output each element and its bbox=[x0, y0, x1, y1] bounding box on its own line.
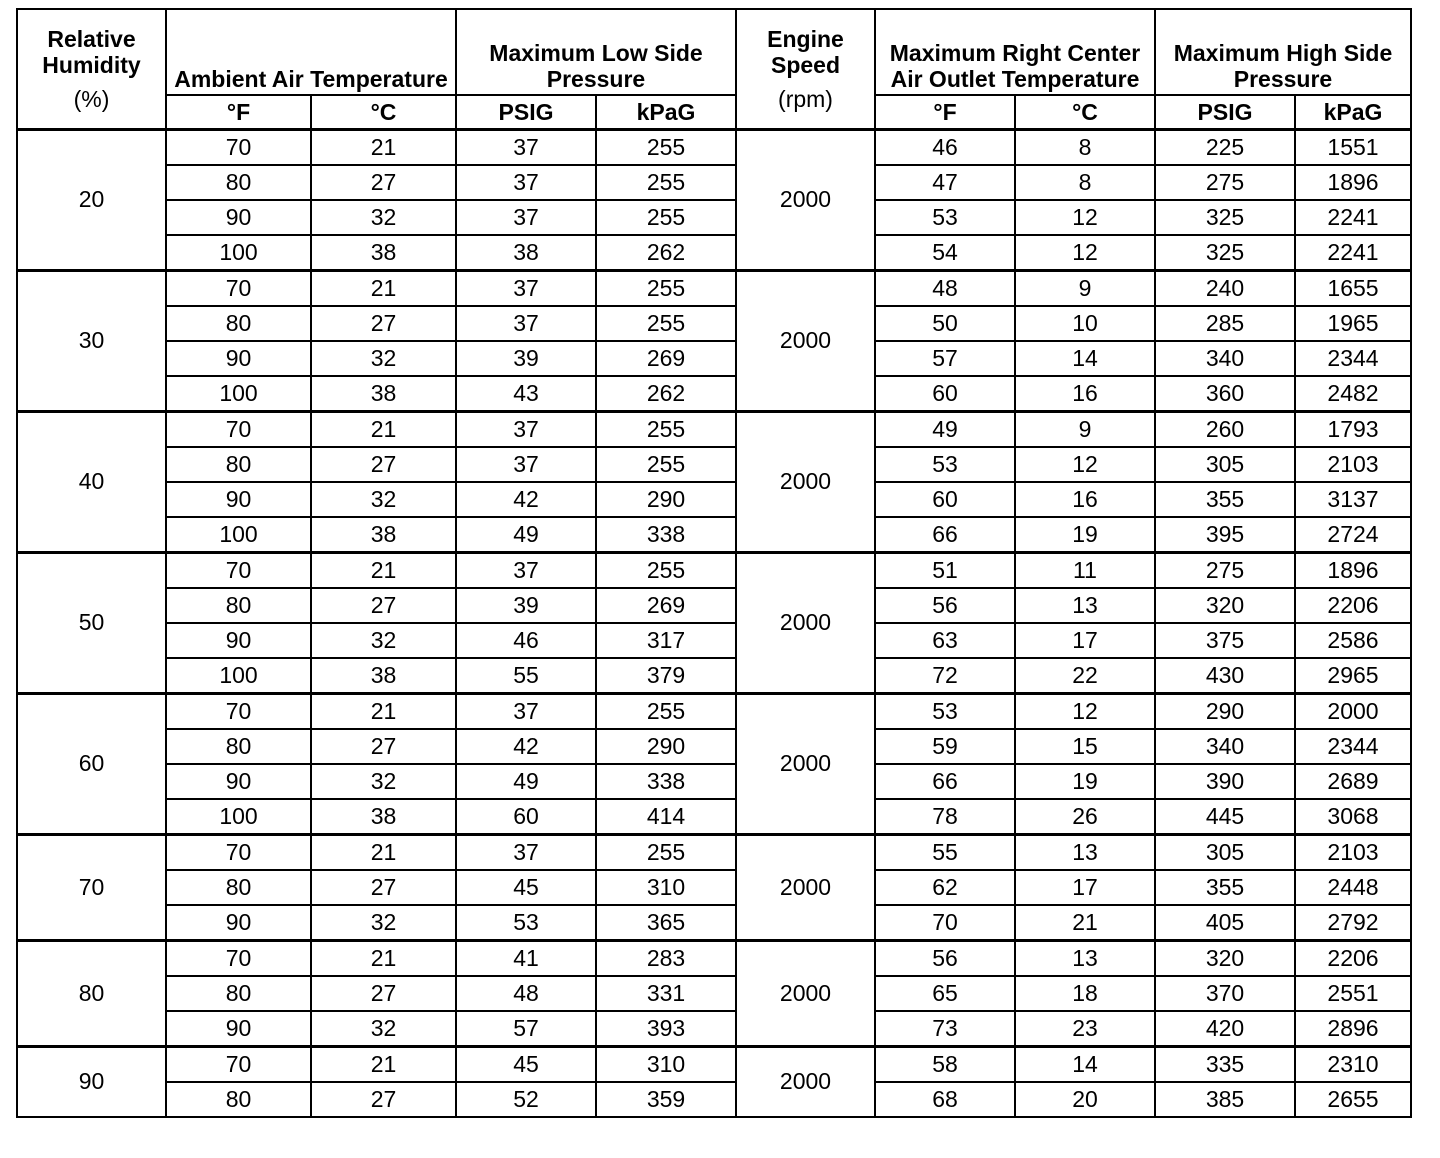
ambient-c-cell: 27 bbox=[311, 588, 456, 623]
ambient-c-cell: 21 bbox=[311, 270, 456, 306]
low-kpag-cell: 255 bbox=[596, 270, 736, 306]
ambient-f-cell: 80 bbox=[166, 165, 311, 200]
outlet-f-cell: 68 bbox=[875, 1082, 1015, 1117]
outlet-f-cell: 59 bbox=[875, 729, 1015, 764]
relative-humidity-cell: 80 bbox=[17, 940, 166, 1046]
engine-speed-cell: 2000 bbox=[736, 411, 875, 552]
high-kpag-cell: 2206 bbox=[1295, 940, 1411, 976]
low-kpag-cell: 255 bbox=[596, 165, 736, 200]
low-kpag-cell: 255 bbox=[596, 447, 736, 482]
outlet-f-cell: 63 bbox=[875, 623, 1015, 658]
high-psig-cell: 340 bbox=[1155, 341, 1295, 376]
low-psig-cell: 37 bbox=[456, 200, 596, 235]
outlet-c-cell: 22 bbox=[1015, 658, 1155, 694]
outlet-c-cell: 10 bbox=[1015, 306, 1155, 341]
table-row bbox=[17, 693, 1411, 729]
relative-humidity-cell: 50 bbox=[17, 552, 166, 693]
low-psig-cell: 37 bbox=[456, 834, 596, 870]
outlet-f-cell: 56 bbox=[875, 588, 1015, 623]
high-psig-cell: 360 bbox=[1155, 376, 1295, 412]
table-row bbox=[17, 376, 1411, 412]
ambient-f-cell: 90 bbox=[166, 905, 311, 941]
table-row bbox=[17, 411, 1411, 447]
engine-speed-header bbox=[736, 9, 875, 129]
table-row bbox=[17, 940, 1411, 976]
outlet-f-header: °F bbox=[875, 95, 1015, 129]
table-row bbox=[17, 1011, 1411, 1047]
header-row-units bbox=[17, 95, 1411, 129]
low-psig-cell: 49 bbox=[456, 517, 596, 553]
high-kpag-header: kPaG bbox=[1295, 95, 1411, 129]
outlet-c-header: °C bbox=[1015, 95, 1155, 129]
ambient-c-header: °C bbox=[311, 95, 456, 129]
outlet-c-cell: 9 bbox=[1015, 270, 1155, 306]
low-psig-cell: 39 bbox=[456, 341, 596, 376]
outlet-c-cell: 19 bbox=[1015, 764, 1155, 799]
engine-speed-cell: 2000 bbox=[736, 129, 875, 270]
ambient-f-cell: 80 bbox=[166, 306, 311, 341]
high-psig-cell: 405 bbox=[1155, 905, 1295, 941]
low-psig-cell: 57 bbox=[456, 1011, 596, 1047]
high-psig-cell: 320 bbox=[1155, 940, 1295, 976]
table-row bbox=[17, 658, 1411, 694]
low-kpag-cell: 269 bbox=[596, 588, 736, 623]
high-psig-cell: 325 bbox=[1155, 235, 1295, 271]
outlet-f-cell: 65 bbox=[875, 976, 1015, 1011]
outlet-f-cell: 47 bbox=[875, 165, 1015, 200]
ambient-c-cell: 32 bbox=[311, 623, 456, 658]
high-kpag-cell: 2655 bbox=[1295, 1082, 1411, 1117]
engine-speed-cell: 2000 bbox=[736, 940, 875, 1046]
outlet-c-cell: 23 bbox=[1015, 1011, 1155, 1047]
ambient-c-cell: 27 bbox=[311, 1082, 456, 1117]
ambient-f-cell: 90 bbox=[166, 764, 311, 799]
high-psig-cell: 420 bbox=[1155, 1011, 1295, 1047]
low-kpag-cell: 255 bbox=[596, 834, 736, 870]
ambient-c-cell: 21 bbox=[311, 129, 456, 165]
low-psig-cell: 55 bbox=[456, 658, 596, 694]
low-kpag-cell: 310 bbox=[596, 870, 736, 905]
ambient-c-cell: 27 bbox=[311, 306, 456, 341]
ambient-f-cell: 70 bbox=[166, 552, 311, 588]
outlet-f-cell: 56 bbox=[875, 940, 1015, 976]
high-psig-cell: 375 bbox=[1155, 623, 1295, 658]
ambient-c-cell: 21 bbox=[311, 1046, 456, 1082]
high-psig-cell: 430 bbox=[1155, 658, 1295, 694]
low-psig-cell: 37 bbox=[456, 447, 596, 482]
outlet-f-cell: 54 bbox=[875, 235, 1015, 271]
table-header bbox=[17, 9, 1411, 129]
high-psig-cell: 290 bbox=[1155, 693, 1295, 729]
ambient-f-cell: 80 bbox=[166, 870, 311, 905]
high-psig-cell: 395 bbox=[1155, 517, 1295, 553]
high-psig-cell: 355 bbox=[1155, 870, 1295, 905]
low-psig-cell: 42 bbox=[456, 482, 596, 517]
ambient-f-header: °F bbox=[166, 95, 311, 129]
outlet-f-cell: 48 bbox=[875, 270, 1015, 306]
high-kpag-cell: 2724 bbox=[1295, 517, 1411, 553]
outlet-c-cell: 14 bbox=[1015, 1046, 1155, 1082]
high-psig-cell: 390 bbox=[1155, 764, 1295, 799]
ambient-f-cell: 70 bbox=[166, 693, 311, 729]
table-row bbox=[17, 905, 1411, 941]
low-kpag-cell: 414 bbox=[596, 799, 736, 835]
low-kpag-cell: 262 bbox=[596, 376, 736, 412]
relative-humidity-unit: (%) bbox=[73, 86, 110, 112]
high-psig-cell: 445 bbox=[1155, 799, 1295, 835]
ambient-f-cell: 70 bbox=[166, 940, 311, 976]
engine-speed-cell: 2000 bbox=[736, 834, 875, 940]
low-kpag-cell: 338 bbox=[596, 517, 736, 553]
outlet-f-cell: 78 bbox=[875, 799, 1015, 835]
table-row bbox=[17, 729, 1411, 764]
outlet-c-cell: 8 bbox=[1015, 129, 1155, 165]
ambient-f-cell: 70 bbox=[166, 270, 311, 306]
ambient-f-cell: 70 bbox=[166, 834, 311, 870]
high-kpag-cell: 2103 bbox=[1295, 447, 1411, 482]
low-psig-cell: 37 bbox=[456, 306, 596, 341]
outlet-c-cell: 13 bbox=[1015, 834, 1155, 870]
engine-speed-cell: 2000 bbox=[736, 693, 875, 834]
high-kpag-cell: 2206 bbox=[1295, 588, 1411, 623]
relative-humidity-label: Relative Humidity bbox=[42, 26, 141, 78]
relative-humidity-cell: 30 bbox=[17, 270, 166, 411]
outlet-c-cell: 13 bbox=[1015, 940, 1155, 976]
ambient-c-cell: 21 bbox=[311, 552, 456, 588]
high-psig-cell: 335 bbox=[1155, 1046, 1295, 1082]
ambient-f-cell: 80 bbox=[166, 976, 311, 1011]
high-kpag-cell: 2896 bbox=[1295, 1011, 1411, 1047]
high-psig-cell: 260 bbox=[1155, 411, 1295, 447]
engine-speed-cell: 2000 bbox=[736, 1046, 875, 1117]
table-row bbox=[17, 552, 1411, 588]
high-psig-cell: 240 bbox=[1155, 270, 1295, 306]
outlet-c-cell: 16 bbox=[1015, 482, 1155, 517]
ambient-c-cell: 21 bbox=[311, 693, 456, 729]
outlet-c-cell: 13 bbox=[1015, 588, 1155, 623]
low-psig-cell: 38 bbox=[456, 235, 596, 271]
outlet-c-cell: 17 bbox=[1015, 623, 1155, 658]
high-psig-cell: 370 bbox=[1155, 976, 1295, 1011]
high-kpag-cell: 1551 bbox=[1295, 129, 1411, 165]
high-psig-cell: 285 bbox=[1155, 306, 1295, 341]
low-kpag-cell: 359 bbox=[596, 1082, 736, 1117]
ambient-f-cell: 70 bbox=[166, 1046, 311, 1082]
ambient-c-cell: 32 bbox=[311, 764, 456, 799]
engine-speed-cell: 2000 bbox=[736, 270, 875, 411]
ambient-c-cell: 38 bbox=[311, 658, 456, 694]
table-row bbox=[17, 517, 1411, 553]
ambient-c-cell: 32 bbox=[311, 1011, 456, 1047]
table-row bbox=[17, 764, 1411, 799]
low-psig-cell: 37 bbox=[456, 165, 596, 200]
ambient-f-cell: 70 bbox=[166, 411, 311, 447]
ambient-f-cell: 80 bbox=[166, 588, 311, 623]
high-kpag-cell: 3137 bbox=[1295, 482, 1411, 517]
engine-speed-cell: 2000 bbox=[736, 552, 875, 693]
high-kpag-cell: 2586 bbox=[1295, 623, 1411, 658]
low-psig-cell: 46 bbox=[456, 623, 596, 658]
table-row bbox=[17, 235, 1411, 271]
high-kpag-cell: 2551 bbox=[1295, 976, 1411, 1011]
outlet-f-cell: 57 bbox=[875, 341, 1015, 376]
low-psig-cell: 37 bbox=[456, 270, 596, 306]
high-kpag-cell: 2344 bbox=[1295, 341, 1411, 376]
low-kpag-cell: 290 bbox=[596, 729, 736, 764]
maximum-low-side-pressure-header: Maximum Low Side Pressure bbox=[456, 9, 736, 95]
high-kpag-cell: 1793 bbox=[1295, 411, 1411, 447]
high-kpag-cell: 2344 bbox=[1295, 729, 1411, 764]
outlet-f-cell: 49 bbox=[875, 411, 1015, 447]
outlet-f-cell: 66 bbox=[875, 517, 1015, 553]
low-psig-cell: 45 bbox=[456, 1046, 596, 1082]
high-psig-cell: 305 bbox=[1155, 447, 1295, 482]
table-row bbox=[17, 270, 1411, 306]
low-kpag-cell: 269 bbox=[596, 341, 736, 376]
relative-humidity-cell: 70 bbox=[17, 834, 166, 940]
ambient-f-cell: 90 bbox=[166, 200, 311, 235]
outlet-c-cell: 9 bbox=[1015, 411, 1155, 447]
low-kpag-cell: 379 bbox=[596, 658, 736, 694]
pressure-temperature-table bbox=[16, 8, 1412, 1118]
engine-speed-unit: (rpm) bbox=[778, 86, 833, 112]
outlet-c-cell: 26 bbox=[1015, 799, 1155, 835]
outlet-f-cell: 53 bbox=[875, 447, 1015, 482]
high-kpag-cell: 2241 bbox=[1295, 235, 1411, 271]
ambient-c-cell: 21 bbox=[311, 411, 456, 447]
high-psig-cell: 340 bbox=[1155, 729, 1295, 764]
ambient-f-cell: 90 bbox=[166, 482, 311, 517]
table-row bbox=[17, 1082, 1411, 1117]
high-kpag-cell: 2103 bbox=[1295, 834, 1411, 870]
ambient-c-cell: 27 bbox=[311, 976, 456, 1011]
outlet-f-cell: 62 bbox=[875, 870, 1015, 905]
ambient-f-cell: 100 bbox=[166, 376, 311, 412]
outlet-c-cell: 12 bbox=[1015, 200, 1155, 235]
low-kpag-cell: 255 bbox=[596, 693, 736, 729]
relative-humidity-cell: 20 bbox=[17, 129, 166, 270]
ambient-f-cell: 90 bbox=[166, 623, 311, 658]
ambient-air-temperature-header: Ambient Air Temperature bbox=[166, 9, 456, 95]
high-psig-cell: 325 bbox=[1155, 200, 1295, 235]
high-kpag-cell: 1896 bbox=[1295, 165, 1411, 200]
outlet-f-cell: 53 bbox=[875, 200, 1015, 235]
high-psig-cell: 275 bbox=[1155, 552, 1295, 588]
high-kpag-cell: 1896 bbox=[1295, 552, 1411, 588]
maximum-high-side-pressure-header: Maximum High Side Pressure bbox=[1155, 9, 1411, 95]
outlet-f-cell: 60 bbox=[875, 376, 1015, 412]
high-kpag-cell: 2965 bbox=[1295, 658, 1411, 694]
low-psig-cell: 49 bbox=[456, 764, 596, 799]
table-row bbox=[17, 341, 1411, 376]
ambient-c-cell: 32 bbox=[311, 200, 456, 235]
ambient-c-cell: 32 bbox=[311, 341, 456, 376]
low-psig-cell: 37 bbox=[456, 552, 596, 588]
outlet-f-cell: 53 bbox=[875, 693, 1015, 729]
high-kpag-cell: 2792 bbox=[1295, 905, 1411, 941]
low-psig-cell: 52 bbox=[456, 1082, 596, 1117]
ambient-c-cell: 32 bbox=[311, 482, 456, 517]
outlet-f-cell: 70 bbox=[875, 905, 1015, 941]
low-kpag-cell: 338 bbox=[596, 764, 736, 799]
high-kpag-cell: 2241 bbox=[1295, 200, 1411, 235]
ambient-c-cell: 38 bbox=[311, 235, 456, 271]
table-body bbox=[17, 129, 1411, 1117]
table-row bbox=[17, 870, 1411, 905]
ambient-f-cell: 80 bbox=[166, 447, 311, 482]
low-psig-cell: 37 bbox=[456, 693, 596, 729]
relative-humidity-cell: 40 bbox=[17, 411, 166, 552]
outlet-f-cell: 55 bbox=[875, 834, 1015, 870]
pressure-temperature-table-container bbox=[16, 8, 1410, 1118]
outlet-c-cell: 20 bbox=[1015, 1082, 1155, 1117]
low-psig-cell: 53 bbox=[456, 905, 596, 941]
low-psig-cell: 60 bbox=[456, 799, 596, 835]
ambient-f-cell: 80 bbox=[166, 1082, 311, 1117]
low-kpag-cell: 310 bbox=[596, 1046, 736, 1082]
outlet-c-cell: 18 bbox=[1015, 976, 1155, 1011]
table-row bbox=[17, 306, 1411, 341]
outlet-f-cell: 60 bbox=[875, 482, 1015, 517]
high-kpag-cell: 3068 bbox=[1295, 799, 1411, 835]
low-kpag-cell: 365 bbox=[596, 905, 736, 941]
high-kpag-cell: 2448 bbox=[1295, 870, 1411, 905]
outlet-f-cell: 72 bbox=[875, 658, 1015, 694]
header-row-main bbox=[17, 9, 1411, 95]
outlet-f-cell: 51 bbox=[875, 552, 1015, 588]
outlet-c-cell: 19 bbox=[1015, 517, 1155, 553]
high-kpag-cell: 2689 bbox=[1295, 764, 1411, 799]
high-kpag-cell: 1965 bbox=[1295, 306, 1411, 341]
outlet-f-cell: 73 bbox=[875, 1011, 1015, 1047]
ambient-f-cell: 100 bbox=[166, 235, 311, 271]
outlet-f-cell: 66 bbox=[875, 764, 1015, 799]
low-kpag-cell: 255 bbox=[596, 552, 736, 588]
low-psig-header: PSIG bbox=[456, 95, 596, 129]
ambient-f-cell: 100 bbox=[166, 658, 311, 694]
low-psig-cell: 43 bbox=[456, 376, 596, 412]
high-kpag-cell: 2310 bbox=[1295, 1046, 1411, 1082]
low-kpag-cell: 331 bbox=[596, 976, 736, 1011]
outlet-c-cell: 8 bbox=[1015, 165, 1155, 200]
table-row bbox=[17, 834, 1411, 870]
high-kpag-cell: 2482 bbox=[1295, 376, 1411, 412]
ambient-f-cell: 100 bbox=[166, 799, 311, 835]
ambient-c-cell: 38 bbox=[311, 517, 456, 553]
relative-humidity-cell: 60 bbox=[17, 693, 166, 834]
ambient-c-cell: 27 bbox=[311, 165, 456, 200]
table-row bbox=[17, 165, 1411, 200]
low-psig-cell: 42 bbox=[456, 729, 596, 764]
ambient-f-cell: 100 bbox=[166, 517, 311, 553]
table-row bbox=[17, 623, 1411, 658]
table-row bbox=[17, 129, 1411, 165]
outlet-c-cell: 14 bbox=[1015, 341, 1155, 376]
outlet-c-cell: 11 bbox=[1015, 552, 1155, 588]
table-row bbox=[17, 1046, 1411, 1082]
low-kpag-cell: 290 bbox=[596, 482, 736, 517]
low-kpag-cell: 255 bbox=[596, 129, 736, 165]
low-kpag-cell: 317 bbox=[596, 623, 736, 658]
relative-humidity-cell: 90 bbox=[17, 1046, 166, 1117]
high-psig-cell: 355 bbox=[1155, 482, 1295, 517]
outlet-f-cell: 46 bbox=[875, 129, 1015, 165]
table-row bbox=[17, 976, 1411, 1011]
outlet-c-cell: 21 bbox=[1015, 905, 1155, 941]
high-psig-cell: 305 bbox=[1155, 834, 1295, 870]
high-psig-cell: 225 bbox=[1155, 129, 1295, 165]
low-kpag-cell: 255 bbox=[596, 200, 736, 235]
high-kpag-cell: 1655 bbox=[1295, 270, 1411, 306]
ambient-c-cell: 27 bbox=[311, 870, 456, 905]
low-kpag-cell: 255 bbox=[596, 306, 736, 341]
high-psig-header: PSIG bbox=[1155, 95, 1295, 129]
ambient-c-cell: 27 bbox=[311, 447, 456, 482]
low-kpag-cell: 255 bbox=[596, 411, 736, 447]
outlet-c-cell: 17 bbox=[1015, 870, 1155, 905]
low-kpag-cell: 393 bbox=[596, 1011, 736, 1047]
low-psig-cell: 37 bbox=[456, 411, 596, 447]
high-psig-cell: 385 bbox=[1155, 1082, 1295, 1117]
outlet-c-cell: 12 bbox=[1015, 693, 1155, 729]
low-kpag-cell: 262 bbox=[596, 235, 736, 271]
engine-speed-label: Engine Speed bbox=[767, 26, 844, 78]
outlet-c-cell: 12 bbox=[1015, 235, 1155, 271]
low-kpag-cell: 283 bbox=[596, 940, 736, 976]
ambient-c-cell: 32 bbox=[311, 905, 456, 941]
table-row bbox=[17, 588, 1411, 623]
low-psig-cell: 41 bbox=[456, 940, 596, 976]
ambient-c-cell: 27 bbox=[311, 729, 456, 764]
table-row bbox=[17, 799, 1411, 835]
table-row bbox=[17, 200, 1411, 235]
low-psig-cell: 45 bbox=[456, 870, 596, 905]
table-row bbox=[17, 482, 1411, 517]
ambient-c-cell: 38 bbox=[311, 376, 456, 412]
maximum-outlet-temperature-header: Maximum Right Center Air Outlet Temperature bbox=[875, 9, 1155, 95]
high-psig-cell: 275 bbox=[1155, 165, 1295, 200]
low-psig-cell: 48 bbox=[456, 976, 596, 1011]
ambient-f-cell: 80 bbox=[166, 729, 311, 764]
outlet-c-cell: 12 bbox=[1015, 447, 1155, 482]
low-psig-cell: 39 bbox=[456, 588, 596, 623]
outlet-c-cell: 15 bbox=[1015, 729, 1155, 764]
ambient-c-cell: 38 bbox=[311, 799, 456, 835]
ambient-f-cell: 70 bbox=[166, 129, 311, 165]
high-kpag-cell: 2000 bbox=[1295, 693, 1411, 729]
ambient-c-cell: 21 bbox=[311, 834, 456, 870]
ambient-f-cell: 90 bbox=[166, 1011, 311, 1047]
outlet-f-cell: 58 bbox=[875, 1046, 1015, 1082]
table-row bbox=[17, 447, 1411, 482]
ambient-f-cell: 90 bbox=[166, 341, 311, 376]
ambient-c-cell: 21 bbox=[311, 940, 456, 976]
relative-humidity-header bbox=[17, 9, 166, 129]
outlet-c-cell: 16 bbox=[1015, 376, 1155, 412]
outlet-f-cell: 50 bbox=[875, 306, 1015, 341]
low-psig-cell: 37 bbox=[456, 129, 596, 165]
high-psig-cell: 320 bbox=[1155, 588, 1295, 623]
low-kpag-header: kPaG bbox=[596, 95, 736, 129]
